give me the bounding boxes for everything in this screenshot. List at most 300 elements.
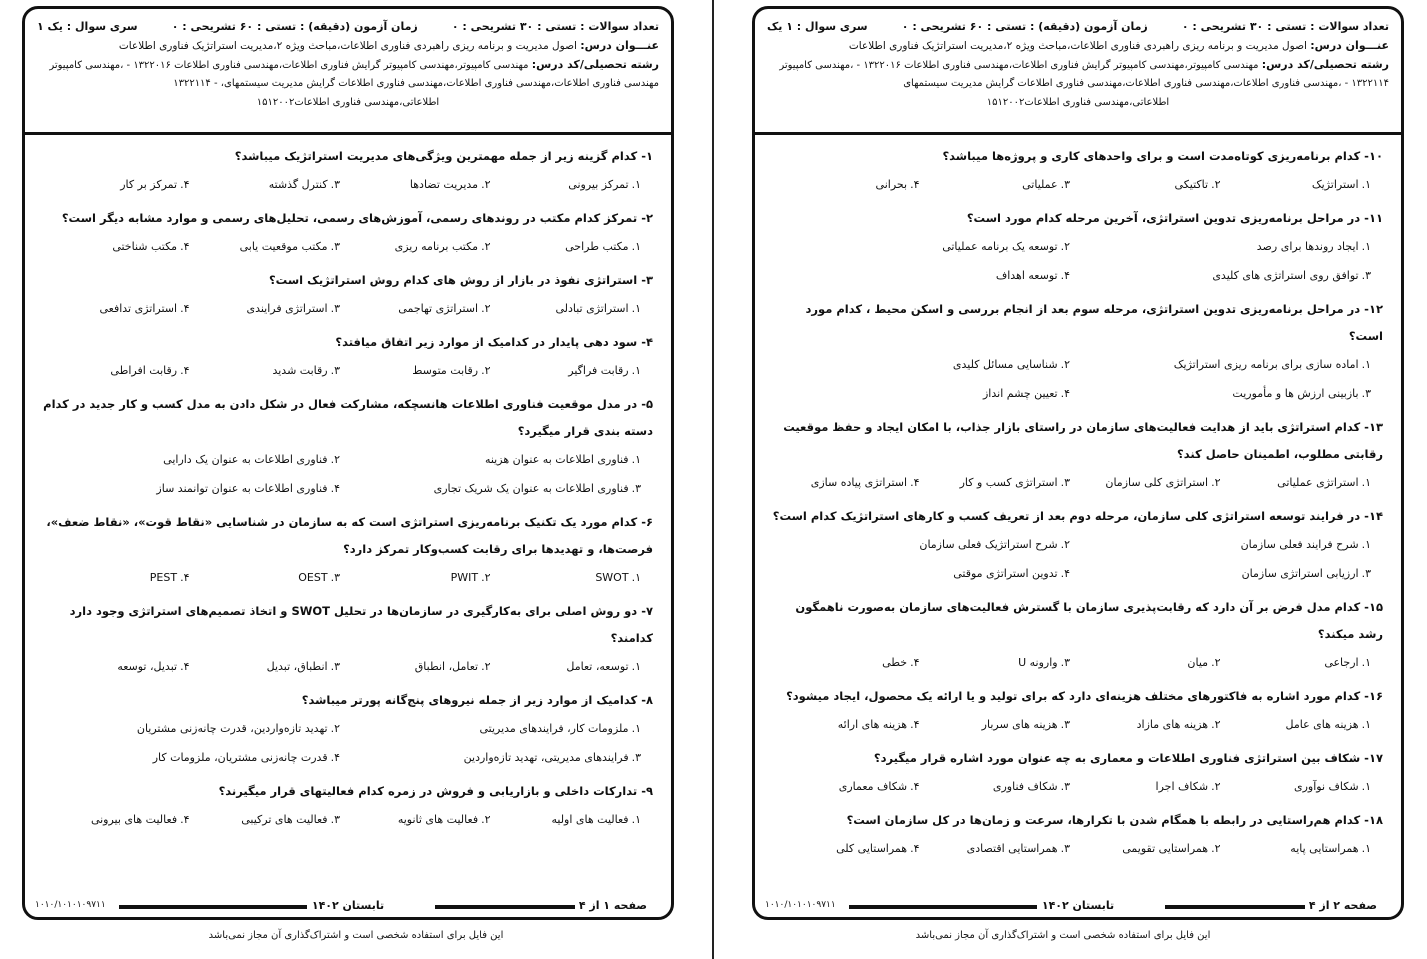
question-number: ۶- [641, 515, 653, 529]
option-text: فناوری اطلاعات به عنوان یک شریک تجاری [433, 482, 629, 495]
question-number: ۱۲- [1364, 302, 1383, 316]
answer-option[interactable] [769, 261, 1070, 290]
option-number: ۴. [180, 178, 190, 191]
option-number: ۴. [910, 476, 920, 489]
question-stem: تمرکز کدام مکتب در روندهای رسمی، آموزش‌های رسمی، تحلیل‌های رسمی و موارد مشابه دیگر است؟ [61, 211, 638, 225]
answer-option[interactable] [1070, 261, 1371, 290]
answer-option[interactable] [340, 652, 491, 681]
answer-option[interactable] [491, 652, 642, 681]
option-text: رقابت فراگیر [568, 364, 629, 377]
question [769, 143, 1387, 199]
option-number: ۴. [910, 718, 920, 731]
answer-options [39, 714, 657, 772]
footer-rule-left [849, 905, 1037, 909]
answer-option[interactable] [340, 294, 491, 323]
answer-option[interactable] [1070, 379, 1371, 408]
option-number: ۳. [1060, 476, 1070, 489]
option-number: ۲. [1211, 656, 1221, 669]
option-text: تعامل، انطباق [414, 660, 479, 673]
option-text: هزینه های مازاد [1136, 718, 1209, 731]
answer-option[interactable] [769, 772, 920, 801]
answer-option[interactable] [769, 232, 1070, 261]
exam-time: زمان آزمون (دقیقه) : تستی : ۶۰ تشریحی : ۰ [171, 20, 418, 33]
exam-header [25, 9, 671, 135]
option-number: ۲. [481, 660, 491, 673]
answer-option[interactable] [1221, 834, 1372, 863]
option-number: ۴. [180, 302, 190, 315]
option-text: بازبینی ارزش ها و مأموریت [1232, 387, 1359, 400]
question [769, 414, 1387, 497]
option-text: استراتژی فرایندی [246, 302, 328, 315]
option-text: خطی [882, 656, 908, 669]
answer-option[interactable] [340, 805, 491, 834]
question-text [39, 143, 657, 170]
answer-option[interactable] [39, 743, 340, 772]
option-text: استراتژی تهاجمی [398, 302, 479, 315]
option-number: ۲. [1060, 240, 1070, 253]
option-number: ۱. [631, 240, 641, 253]
question-text [769, 143, 1387, 170]
option-number: ۳. [1060, 780, 1070, 793]
answer-option[interactable] [190, 356, 341, 385]
field-value-1: مهندسی کامپیوتر،مهندسی کامپیوتر گرایش فناوری اطلاعات،مهندسی فناوری اطلاعات ۱۳۲۲۰۱۶ - ،مهندسی کامپیوتر [49, 60, 529, 71]
option-text: استراتژی کلی سازمان [1105, 476, 1209, 489]
option-text: استراتژی عملیاتی [1277, 476, 1359, 489]
question [39, 687, 657, 772]
option-number: ۱. [1361, 842, 1371, 855]
option-text: شرح استراتژیک فعلی سازمان [919, 538, 1058, 551]
question-number: ۳- [641, 273, 653, 287]
option-number: ۳. [330, 178, 340, 191]
answer-option[interactable] [920, 468, 1071, 497]
question [769, 594, 1387, 677]
field-line [767, 56, 1389, 75]
option-text: فناوری اطلاعات به عنوان یک دارایی [163, 453, 328, 466]
answer-option[interactable] [920, 170, 1071, 199]
option-text: وارونه U [1018, 656, 1058, 669]
option-number: ۲. [481, 302, 491, 315]
answer-option[interactable] [190, 294, 341, 323]
footer-rule-right [435, 905, 575, 909]
answer-options [769, 710, 1387, 739]
answer-option[interactable] [1221, 772, 1372, 801]
option-text: توسعه، تعامل [566, 660, 629, 673]
option-number: ۴. [910, 842, 920, 855]
option-text: قدرت چانه‌زنی مشتریان، ملزومات کار [152, 751, 328, 764]
option-number: ۳. [330, 571, 340, 584]
answer-option[interactable] [39, 474, 340, 503]
option-number: ۴. [330, 482, 340, 495]
option-text: تهدید تازه‌واردین، قدرت چانه‌زنی مشتریان [136, 722, 328, 735]
page-footer [25, 899, 671, 917]
field-value-3: اطلاعاتی،مهندسی فناوری اطلاعات۱۵۱۲۰۰۲ [256, 97, 440, 108]
answer-option[interactable] [1221, 710, 1372, 739]
option-number: ۱. [1361, 178, 1371, 191]
answer-option[interactable] [39, 294, 190, 323]
question-stem: تدارکات داخلی و بازاریابی و فروش در زمره کدام فعالیتهای قرار میگیرند؟ [218, 784, 638, 798]
answer-option[interactable] [340, 445, 641, 474]
exam-time: زمان آزمون (دقیقه) : تستی : ۶۰ تشریحی : ۰ [901, 20, 1148, 33]
field-value-3: اطلاعاتی،مهندسی فناوری اطلاعات۱۵۱۲۰۰۲ [986, 97, 1170, 108]
option-text: شکاف نوآوری [1294, 780, 1359, 793]
option-number: ۴. [1060, 387, 1070, 400]
answer-option[interactable] [340, 356, 491, 385]
answer-options [39, 356, 657, 385]
answer-options [39, 563, 657, 592]
option-number: ۱. [631, 813, 641, 826]
answer-options [769, 350, 1387, 408]
option-text: توسعه یک برنامه عملیاتی [942, 240, 1058, 253]
option-number: ۴. [910, 178, 920, 191]
answer-option[interactable] [491, 356, 642, 385]
answer-option[interactable] [1070, 559, 1371, 588]
option-number: ۳. [1060, 718, 1070, 731]
option-number: ۱. [631, 453, 641, 466]
question-text [769, 205, 1387, 232]
question-stem: کدامیک از موارد زیر از جمله نیروهای پنج‌گانه پورتر میباشد؟ [301, 693, 638, 707]
answer-option[interactable] [39, 714, 340, 743]
answer-option[interactable] [39, 805, 190, 834]
answer-option[interactable] [1221, 170, 1372, 199]
answer-option[interactable] [769, 379, 1070, 408]
option-text: فعالیت های ترکیبی [241, 813, 328, 826]
option-number: ۱. [631, 178, 641, 191]
option-text: ایجاد روندها برای رصد [1256, 240, 1359, 253]
option-number: ۳. [1361, 387, 1371, 400]
option-number: ۱. [1361, 780, 1371, 793]
option-number: ۳. [330, 240, 340, 253]
option-text: تبدیل، توسعه [117, 660, 178, 673]
question-stem: دو روش اصلی برای به‌کارگیری در سازمان‌ها در تحلیل SWOT و اتخاذ تصمیم‌های استراتژی وجود دارد کدامند؟ [69, 604, 653, 645]
option-number: ۳. [631, 751, 641, 764]
option-number: ۳. [330, 660, 340, 673]
option-number: ۱. [1361, 476, 1371, 489]
option-text: شکاف معماری [838, 780, 908, 793]
question-count: تعداد سوالات : تستی : ۳۰ تشریحی : ۰ [1181, 20, 1389, 33]
question-number: ۱۴- [1364, 509, 1383, 523]
question-text [769, 683, 1387, 710]
question-text [769, 503, 1387, 530]
question-number: ۲- [641, 211, 653, 225]
option-text: همراستایی اقتصادی [966, 842, 1058, 855]
answer-option[interactable] [491, 170, 642, 199]
option-number: ۲. [481, 813, 491, 826]
exam-page-2 [715, 0, 1427, 959]
option-number: ۴. [180, 813, 190, 826]
option-text: فرایندهای مدیریتی، تهدید تازه‌واردین [463, 751, 629, 764]
answer-option[interactable] [1070, 648, 1221, 677]
question [769, 745, 1387, 801]
option-text: OEST [298, 571, 328, 584]
option-text: کنترل گذشته [268, 178, 328, 191]
answer-option[interactable] [491, 232, 642, 261]
question [39, 329, 657, 385]
question-number: ۹- [641, 784, 653, 798]
answer-option[interactable] [1221, 648, 1372, 677]
question-stem: سود دهی پایدار در کدامیک از موارد زیر اتفاق میافتد؟ [335, 335, 638, 349]
question-stem: کدام برنامه‌ریزی کوتاه‌مدت است و برای واحدهای کاری و پروژه‌ها میباشد؟ [942, 149, 1361, 163]
answer-option[interactable] [769, 170, 920, 199]
question-text [769, 414, 1387, 468]
option-number: ۲. [1211, 476, 1221, 489]
exam-page-1 [0, 0, 712, 959]
option-text: عملیاتی [1022, 178, 1058, 191]
answer-option[interactable] [491, 805, 642, 834]
answer-options [39, 170, 657, 199]
option-number: ۳. [1060, 656, 1070, 669]
exam-season: تابستان ۱۴۰۲ [1038, 899, 1118, 912]
option-number: ۲. [1211, 842, 1221, 855]
answer-option[interactable] [920, 648, 1071, 677]
option-number: ۴. [180, 571, 190, 584]
answer-option[interactable] [39, 356, 190, 385]
answer-option[interactable] [491, 563, 642, 592]
answer-option[interactable] [340, 743, 641, 772]
answer-option[interactable] [39, 652, 190, 681]
option-text: مکتب شناختی [112, 240, 178, 253]
answer-option[interactable] [769, 710, 920, 739]
option-number: ۳. [1060, 842, 1070, 855]
answer-option[interactable] [340, 474, 641, 503]
answer-options [39, 232, 657, 261]
question-number: ۷- [641, 604, 653, 618]
question-number: ۱۰- [1364, 149, 1383, 163]
question-text [39, 205, 657, 232]
field-label: رشته تحصیلی/کد درس: [531, 58, 659, 71]
question-text [769, 296, 1387, 350]
field-value-1: مهندسی کامپیوتر،مهندسی کامپیوتر گرایش فناوری اطلاعات،مهندسی فناوری اطلاعات ۱۳۲۲۰۱۶ - ،مهندسی کامپیوتر [779, 60, 1259, 71]
answer-option[interactable] [1070, 232, 1371, 261]
option-text: فعالیت های بیرونی [90, 813, 178, 826]
question-text [769, 807, 1387, 834]
option-number: ۳. [1361, 269, 1371, 282]
answer-option[interactable] [1070, 170, 1221, 199]
series-label: سری سوال : یک ۱ [37, 20, 138, 33]
question [769, 205, 1387, 290]
answer-option[interactable] [190, 563, 341, 592]
answer-option[interactable] [190, 805, 341, 834]
option-number: ۲. [481, 240, 491, 253]
question-stem: کدام مدل فرض بر آن دارد که رقابت‌پذیری سازمان با گسترش فعالیت‌های سازمان به‌صورت ناهمگون رشد میکند؟ [795, 600, 1383, 641]
answer-options [39, 445, 657, 503]
course-title-line [37, 36, 659, 56]
field-line [37, 56, 659, 75]
answer-option[interactable] [340, 170, 491, 199]
question-stem: کدام هم‌راستایی در رابطه با همگام شدن با تکرارها، سرعت و زمان‌ها در کل سازمان است؟ [846, 813, 1361, 827]
option-text: تدوین استراتژی موقتی [953, 567, 1058, 580]
question-number: ۱۶- [1364, 689, 1383, 703]
answer-option[interactable] [340, 714, 641, 743]
option-number: ۱. [631, 660, 641, 673]
answer-option[interactable] [39, 563, 190, 592]
question [769, 503, 1387, 588]
option-number: ۱. [1361, 656, 1371, 669]
answer-option[interactable] [769, 559, 1070, 588]
page-number: صفحه ۲ از ۴ [1308, 899, 1377, 912]
question-text [769, 594, 1387, 648]
option-number: ۳. [330, 813, 340, 826]
exam-code: ۱۰۱۰/۱۰۱۰۱۰۹۷۱۱ [35, 900, 106, 910]
option-number: ۲. [481, 364, 491, 377]
answer-option[interactable] [1070, 710, 1221, 739]
answer-options [39, 805, 657, 834]
option-number: ۲. [1060, 358, 1070, 371]
option-text: انطباق، تبدیل [266, 660, 328, 673]
answer-option[interactable] [1070, 772, 1221, 801]
field-value-2: مهندسی فناوری اطلاعات،مهندسی فناوری اطلاعات،مهندسی فناوری اطلاعات گرایش مدیریت سیستمهای، - ۱۳۲۲۱۱۴ [173, 78, 659, 89]
option-number: ۴. [1060, 269, 1070, 282]
option-text: PWIT [450, 571, 479, 584]
option-text: فعالیت های ثانویه [397, 813, 479, 826]
option-text: فعالیت های اولیه [551, 813, 629, 826]
answer-options [769, 170, 1387, 199]
question-stem: استراتژی نفوذ در بازار از روش های کدام روش استراتژیک است؟ [268, 273, 638, 287]
option-number: ۳. [1060, 178, 1070, 191]
option-text: ملزومات کار، فرایندهای مدیریتی [479, 722, 629, 735]
option-number: ۱. [1361, 240, 1371, 253]
answer-option[interactable] [769, 468, 920, 497]
option-number: ۱. [631, 722, 641, 735]
course-value: اصول مدیریت و برنامه ریزی راهبردی فناوری اطلاعات،مباحث ویژه ۲،مدیریت استراتژیک فناوری اطلاعات [118, 40, 577, 52]
option-text: ارزیابی استراتژی سازمان [1241, 567, 1359, 580]
question-text [39, 687, 657, 714]
option-text: رقابت متوسط [412, 364, 479, 377]
option-text: شرح فرایند فعلی سازمان [1240, 538, 1359, 551]
option-text: مکتب موقعیت یابی [239, 240, 328, 253]
option-text: هزینه های عامل [1285, 718, 1359, 731]
footer-rule-left [119, 905, 307, 909]
option-text: شناسایی مسائل کلیدی [952, 358, 1058, 371]
question-text [39, 329, 657, 356]
question-number: ۱۱- [1364, 211, 1383, 225]
question [39, 267, 657, 323]
question-stem: شکاف بین استراتژی فناوری اطلاعات و معماری به چه عنوان مورد اشاره قرار میگیرد؟ [873, 751, 1361, 765]
questions-list [755, 135, 1401, 863]
option-number: ۲. [481, 571, 491, 584]
option-text: تمرکز بیرونی [568, 178, 629, 191]
answer-option[interactable] [39, 232, 190, 261]
answer-option[interactable] [920, 772, 1071, 801]
exam-header [755, 9, 1401, 135]
option-number: ۱. [631, 302, 641, 315]
option-number: ۲. [330, 453, 340, 466]
option-text: اماده سازی برای برنامه ریزی استراتژیک [1173, 358, 1359, 371]
answer-option[interactable] [1070, 834, 1221, 863]
answer-option[interactable] [769, 350, 1070, 379]
question-text [39, 391, 657, 445]
option-text: تاکتیکی [1174, 178, 1209, 191]
answer-option[interactable] [920, 710, 1071, 739]
page-footer [755, 899, 1401, 917]
option-text: تمرکز بر کار [120, 178, 178, 191]
series-label: سری سوال : ۱ یک [767, 20, 868, 33]
question [39, 598, 657, 681]
question-number: ۸- [641, 693, 653, 707]
option-text: استراتژی پیاده سازی [810, 476, 908, 489]
copyright-note: این فایل برای استفاده شخصی است و اشتراک‌گذاری آن مجاز نمی‌باشد [208, 930, 504, 941]
option-text: استراتژی کسب و کار [959, 476, 1058, 489]
page-frame [22, 6, 674, 920]
answer-option[interactable] [1070, 530, 1371, 559]
option-text: هزینه های ارائه [837, 718, 908, 731]
question [39, 778, 657, 834]
answer-option[interactable] [1070, 468, 1221, 497]
field-label: رشته تحصیلی/کد درس: [1261, 58, 1389, 71]
answer-option[interactable] [491, 294, 642, 323]
question-text [39, 509, 657, 563]
option-text: میان [1187, 656, 1209, 669]
answer-option[interactable] [190, 170, 341, 199]
option-text: استراتژیک [1311, 178, 1359, 191]
answer-option[interactable] [920, 834, 1071, 863]
answer-option[interactable] [769, 648, 920, 677]
option-number: ۳. [330, 364, 340, 377]
question [39, 391, 657, 503]
option-text: همراستایی کلی [836, 842, 908, 855]
question-stem: در مراحل برنامه‌ریزی تدوین استراتژی، مرحله سوم بعد از انجام بررسی و اسکن محیط ، کدام مورد است؟ [805, 302, 1383, 343]
question-text [39, 267, 657, 294]
answer-option[interactable] [340, 563, 491, 592]
option-number: ۱. [631, 571, 641, 584]
option-number: ۴. [180, 240, 190, 253]
answer-option[interactable] [340, 232, 491, 261]
answer-options [769, 772, 1387, 801]
option-text: شکاف فناوری [992, 780, 1058, 793]
question [39, 205, 657, 261]
option-text: فناوری اطلاعات به عنوان هزینه [484, 453, 629, 466]
option-number: ۱. [631, 364, 641, 377]
course-label: عنـــوان درس: [580, 39, 659, 52]
answer-options [39, 294, 657, 323]
question-stem: در مدل موقعیت فناوری اطلاعات هانسچکه، مشارکت فعال در شکل دادن به مدل کسب و کار جدید در کدام دسته بندی قرار میگیرد؟ [43, 397, 653, 438]
option-number: ۴. [910, 780, 920, 793]
option-text: ارجاعی [1324, 656, 1359, 669]
option-number: ۲. [481, 178, 491, 191]
question-number: ۱۵- [1364, 600, 1383, 614]
option-text: مکتب طراحی [565, 240, 629, 253]
answer-option[interactable] [769, 530, 1070, 559]
option-number: ۲. [1211, 718, 1221, 731]
answer-option[interactable] [1221, 468, 1372, 497]
answer-option[interactable] [1070, 350, 1371, 379]
copyright-note: این فایل برای استفاده شخصی است و اشتراک‌گذاری آن مجاز نمی‌باشد [915, 930, 1211, 941]
option-number: ۱. [1361, 538, 1371, 551]
questions-list [25, 135, 671, 834]
answer-option[interactable] [39, 170, 190, 199]
exam-season: تابستان ۱۴۰۲ [308, 899, 388, 912]
answer-option[interactable] [190, 232, 341, 261]
question-number: ۵- [641, 397, 653, 411]
option-number: ۳. [330, 302, 340, 315]
option-number: ۴. [910, 656, 920, 669]
answer-option[interactable] [39, 445, 340, 474]
option-text: همراستایی پایه [1290, 842, 1359, 855]
option-text: توافق روی استراتژی های کلیدی [1212, 269, 1359, 282]
question-number: ۱۸- [1364, 813, 1383, 827]
answer-option[interactable] [769, 834, 920, 863]
option-text: توسعه اهداف [995, 269, 1058, 282]
option-text: همراستایی تقویمی [1122, 842, 1209, 855]
course-title-line [767, 36, 1389, 56]
question-stem: کدام مورد اشاره به فاکتورهای مختلف هزینه‌ای دارد که برای تولید و یا ارائه یک محصول، ایجاد میشود؟ [786, 689, 1361, 703]
answer-option[interactable] [190, 652, 341, 681]
option-text: شکاف اجرا [1155, 780, 1209, 793]
option-number: ۲. [1060, 538, 1070, 551]
option-text: تعیین چشم انداز [983, 387, 1058, 400]
option-text: رقابت افراطی [110, 364, 178, 377]
answer-options [39, 652, 657, 681]
question-number: ۴- [641, 335, 653, 349]
